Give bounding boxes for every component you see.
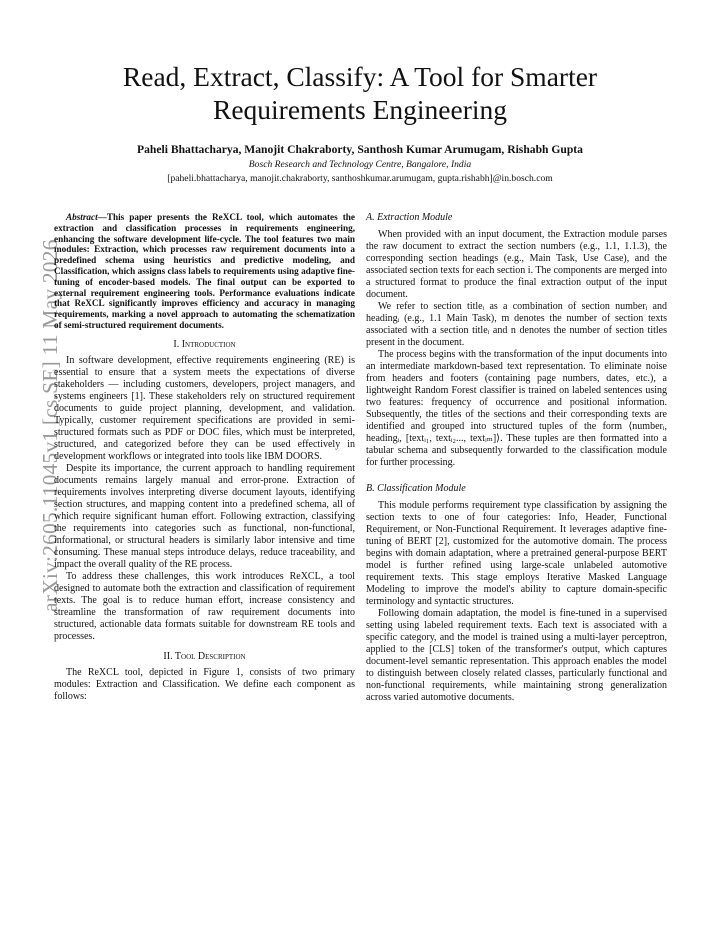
intro-paragraph-2: Despite its importance, the current approach to handling requirement documents remains largely manual and error-prone. Extraction of requirements involves interpreting diverse document layouts, identifying section structures, and mapping content into a predefined schema, all of which require significant human effort. Following extraction, classifying the requirements into categories such as functional, non-functional, informational, or structural headers is similarly labor intensive and time consuming. These manual steps introduce delays, reduce traceability, and impact the overall quality of the RE process.	[54, 462, 355, 570]
subsection-heading-extraction: A. Extraction Module	[366, 212, 453, 223]
classification-paragraph-2: Following domain adaptation, the model is fine-tuned in a supervised setting using labeled requirement texts. Each text is associated with a specific category, and the model is trained using a multi-layer perceptron, applied to the [CLS] token of the transformer's output, which captures document-level semantic representation. This approach enables the model to distinguish between closely related classes, particularly functional and non-functional requirements, while maintaining strong generalization across varied automotive documents.	[366, 608, 667, 703]
title-line-1: Read, Extract, Classify: A Tool for Smarter	[122, 61, 598, 92]
spacer	[366, 469, 667, 483]
email-list: [paheli.bhattacharya, manojit.chakraborty, santhoshkumar.arumugam, gupta.rishabh]@in.bosch.com	[167, 173, 553, 184]
abstract-text: This paper presents the ReXCL tool, which automates the extraction and classification processes in requirements engineering, enhancing the software development life-cycle. The tool features two main modules: Extraction, which processes raw requirement documents into a predefined schema using heuristics and predictive modeling, and Classification, which assigns class labels to requirements using adaptive fine-tuning of encoder-based models. The final output can be exported to external requirement engineering tools. Performance evaluations indicate that ReXCL significantly improves efficiency and accuracy in managing requirements, marking a novel approach to automating the schematization of semi-structured requirement documents.	[54, 212, 355, 330]
section-heading-introduction: I. Introduction	[173, 338, 236, 350]
right-column	[366, 212, 667, 704]
tool-paragraph-1: The ReXCL tool, depicted in Figure 1, consists of two primary modules: Extraction and Classification. We define each component as follows:	[54, 666, 355, 702]
section-heading-tool-description: II. Tool Description	[163, 650, 246, 662]
subsection-heading-classification: B. Classification Module	[366, 483, 466, 494]
affiliation: Bosch Research and Technology Centre, Bangalore, India	[248, 159, 472, 170]
extraction-paragraph-2: We refer to section titleᵢ as a combination of section numberᵢ and headingᵢ (e.g., 1.1 Main Task), m denotes the number of section texts associated with a section titleᵢ and n denotes the number of section titles present in the document.	[366, 301, 667, 348]
abstract	[54, 212, 355, 331]
classification-paragraph-1: This module performs requirement type classification by assigning the section texts to one of four categories: Info, Header, Functional Requirement, or Non-Functional Requirement. It leverages adaptive fine-tuning of BERT [2], customized for the automotive domain. The process begins with domain adaptation, where a pretrained general-purpose BERT model is further refined using large-scale unlabeled automotive requirement texts. This stage employs Iterative Masked Language Modeling to improve the model's ability to capture domain-specific terminology and syntactic structures.	[366, 500, 667, 607]
left-column	[54, 212, 355, 703]
paper-title	[70, 60, 650, 126]
title-line-2: Requirements Engineering	[212, 94, 507, 125]
extraction-paragraph-3: The process begins with the transformation of the input documents into an intermediate markdown-based text representation. To eliminate noise from headers and footers (containing page numbers, dates, etc.), a lightweight Random Forest classifier is trained on labeled sentences using two features: frequency of occurrence and positional information. Subsequently, the titles of the sections and their corresponding texts are identified and grouped into structured tuples of the form ⟨numberᵢ, headingᵢ, [textᵢ₁, textᵢ₂..., textᵢₘ]⟩. These tuples are then formatted into a tabular schema and subsequently forwarded to the classification module for further processing.	[366, 349, 667, 468]
intro-paragraph-1: In software development, effective requirements engineering (RE) is essential to ensure that a system meets the expectations of diverse stakeholders — including customers, developers, project managers, and systems engineers [1]. These stakeholders rely on structured requirement documents to guide project planning, development, and validation. Typically, customer requirement specifications are provided in semi-structured formats such as PDF or DOC files, which must be interpreted, structured, and categorized before they can be used effectively in development workflows or integrated into tools like IBM DOORS.	[54, 354, 355, 462]
intro-paragraph-3: To address these challenges, this work introduces ReXCL, a tool designed to automate both the extraction and classification of requirement texts. The goal is to reduce human effort, increase consistency and streamline the transformation of raw requirement documents into structured, actionable data formats suitable for downstream RE tools and processes.	[54, 570, 355, 642]
arxiv-identifier: arXiv:2605.11045v1 [cs.SE] 11 May 2026	[38, 239, 62, 612]
abstract-lead: Abstract—	[66, 212, 107, 222]
author-list: Paheli Bhattacharya, Manojit Chakraborty, Santhosh Kumar Arumugam, Rishabh Gupta	[137, 143, 583, 156]
extraction-paragraph-1: When provided with an input document, the Extraction module parses the raw document to extract the section numbers (e.g., 1.1, 1.1.3), the corresponding section headings (e.g., Main Task, Use Case), and the associated section texts for each section i. The components are merged into a structured format to produce the final extraction output of the input document.	[366, 229, 667, 300]
